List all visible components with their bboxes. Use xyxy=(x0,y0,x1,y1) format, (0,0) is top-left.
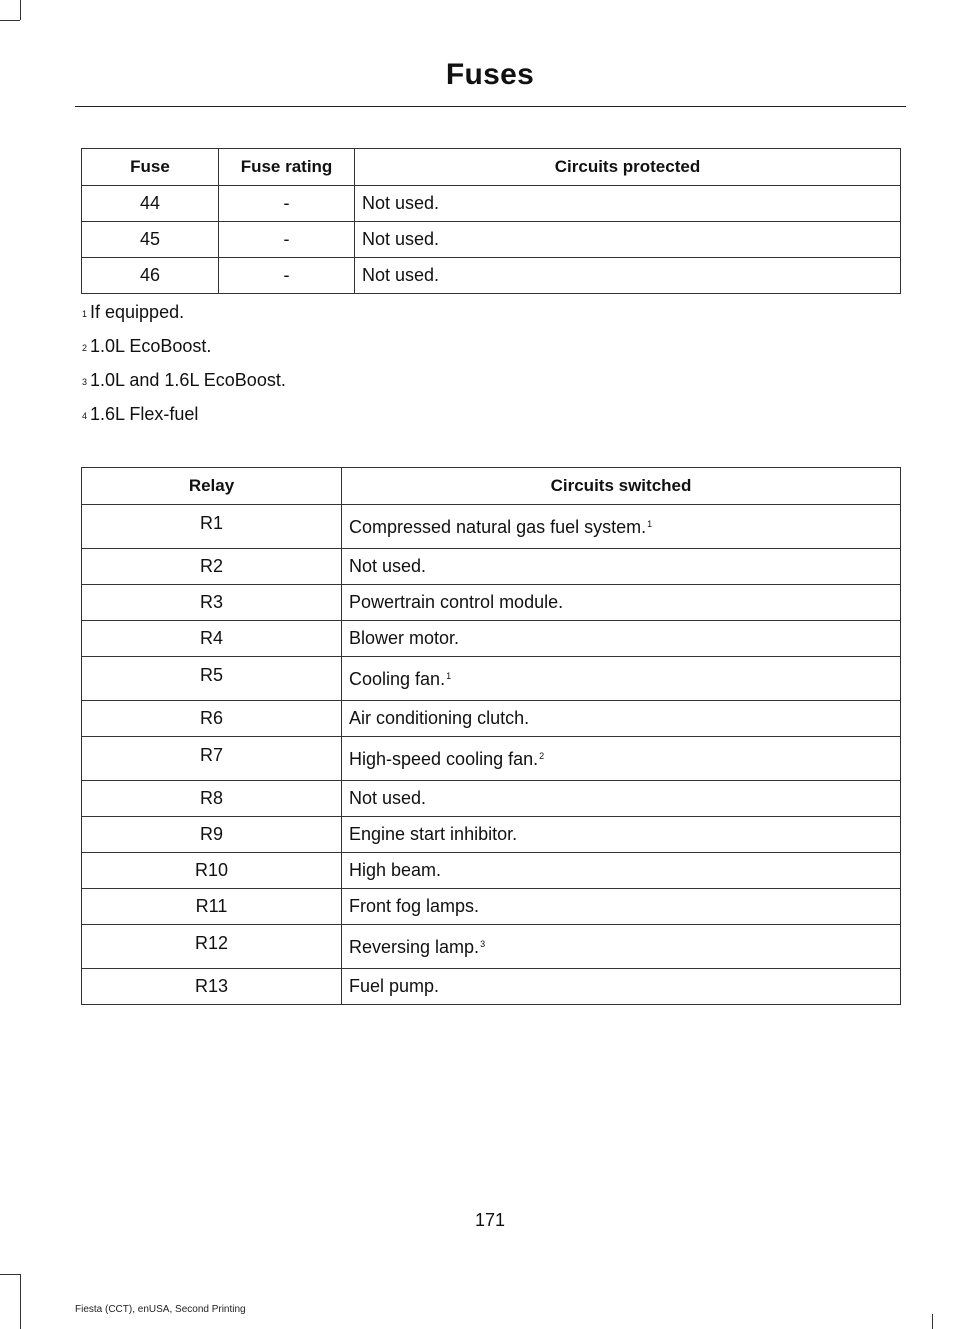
crop-mark-top-left-vertical xyxy=(20,0,21,20)
column-header-fuse: Fuse xyxy=(82,149,219,186)
crop-mark-top-left-horizontal xyxy=(0,20,20,21)
circuit-switched: Engine start inhibitor. xyxy=(342,817,901,853)
relay-table xyxy=(81,467,901,1005)
relay-id: R6 xyxy=(82,701,342,737)
fuse-table xyxy=(81,148,901,294)
column-header-fuse-rating: Fuse rating xyxy=(219,149,355,186)
table-row xyxy=(82,737,901,781)
table-row xyxy=(82,701,901,737)
table-row xyxy=(82,549,901,585)
footnote xyxy=(82,332,286,366)
column-header-circuits-switched: Circuits switched xyxy=(342,468,901,505)
circuit-switched: Powertrain control module. xyxy=(342,585,901,621)
circuit-text: Cooling fan. xyxy=(349,669,446,689)
fuse-table-header xyxy=(82,149,901,186)
circuit-switched xyxy=(342,737,901,781)
relay-id: R10 xyxy=(82,853,342,889)
crop-mark-bottom-left-vertical xyxy=(20,1274,21,1329)
footer-text: Fiesta (CCT), enUSA, Second Printing xyxy=(75,1304,246,1315)
circuit-protected: Not used. xyxy=(355,258,901,294)
page-title: Fuses xyxy=(445,58,535,91)
circuit-switched: Not used. xyxy=(342,549,901,585)
table-row xyxy=(82,585,901,621)
crop-mark-bottom-right-vertical xyxy=(932,1314,933,1329)
footnote-text: If equipped. xyxy=(90,302,185,322)
table-row xyxy=(82,817,901,853)
circuit-protected: Not used. xyxy=(355,186,901,222)
footnote-number: 4 xyxy=(82,411,88,421)
table-row xyxy=(82,889,901,925)
table-row xyxy=(82,657,901,701)
footnote xyxy=(82,298,286,332)
table-row xyxy=(82,186,901,222)
footnotes xyxy=(82,298,286,434)
fuse-number: 46 xyxy=(82,258,219,294)
fuse-number: 45 xyxy=(82,222,219,258)
circuit-text: Compressed natural gas fuel system. xyxy=(349,517,647,537)
relay-table-header xyxy=(82,468,901,505)
circuit-switched: Fuel pump. xyxy=(342,969,901,1005)
footnote-ref: 1 xyxy=(446,671,452,681)
relay-id: R4 xyxy=(82,621,342,657)
relay-id: R7 xyxy=(82,737,342,781)
footnote-ref: 3 xyxy=(480,939,486,949)
circuit-protected: Not used. xyxy=(355,222,901,258)
circuit-switched: Not used. xyxy=(342,781,901,817)
relay-id: R3 xyxy=(82,585,342,621)
circuit-switched: Front fog lamps. xyxy=(342,889,901,925)
circuit-switched xyxy=(342,657,901,701)
page-number: 171 xyxy=(474,1210,506,1230)
table-row xyxy=(82,621,901,657)
relay-id: R5 xyxy=(82,657,342,701)
fuse-rating: - xyxy=(219,222,355,258)
table-row xyxy=(82,781,901,817)
relay-id: R12 xyxy=(82,925,342,969)
footnote xyxy=(82,400,286,434)
column-header-circuits-protected: Circuits protected xyxy=(355,149,901,186)
circuit-switched xyxy=(342,505,901,549)
column-header-relay: Relay xyxy=(82,468,342,505)
footnote-text: 1.6L Flex-fuel xyxy=(90,404,199,424)
table-row xyxy=(82,222,901,258)
table-row xyxy=(82,505,901,549)
circuit-switched xyxy=(342,925,901,969)
circuit-switched: Air conditioning clutch. xyxy=(342,701,901,737)
table-row xyxy=(82,969,901,1005)
footnote-ref: 2 xyxy=(539,751,545,761)
footnote-number: 3 xyxy=(82,377,88,387)
relay-id: R1 xyxy=(82,505,342,549)
table-row xyxy=(82,258,901,294)
footnote-ref: 1 xyxy=(647,519,653,529)
footnote-number: 2 xyxy=(82,343,88,353)
title-divider xyxy=(75,106,906,107)
footnote xyxy=(82,366,286,400)
relay-id: R13 xyxy=(82,969,342,1005)
fuse-rating: - xyxy=(219,186,355,222)
relay-id: R11 xyxy=(82,889,342,925)
circuit-text: High-speed cooling fan. xyxy=(349,749,539,769)
crop-mark-bottom-left-horizontal xyxy=(0,1274,20,1275)
table-row xyxy=(82,925,901,969)
footnote-text: 1.0L EcoBoost. xyxy=(90,336,212,356)
fuse-number: 44 xyxy=(82,186,219,222)
circuit-switched: Blower motor. xyxy=(342,621,901,657)
fuse-rating: - xyxy=(219,258,355,294)
footnote-number: 1 xyxy=(82,309,88,319)
circuit-text: Reversing lamp. xyxy=(349,937,480,957)
relay-id: R2 xyxy=(82,549,342,585)
relay-id: R8 xyxy=(82,781,342,817)
circuit-switched: High beam. xyxy=(342,853,901,889)
table-row xyxy=(82,853,901,889)
relay-id: R9 xyxy=(82,817,342,853)
footnote-text: 1.0L and 1.6L EcoBoost. xyxy=(90,370,286,390)
